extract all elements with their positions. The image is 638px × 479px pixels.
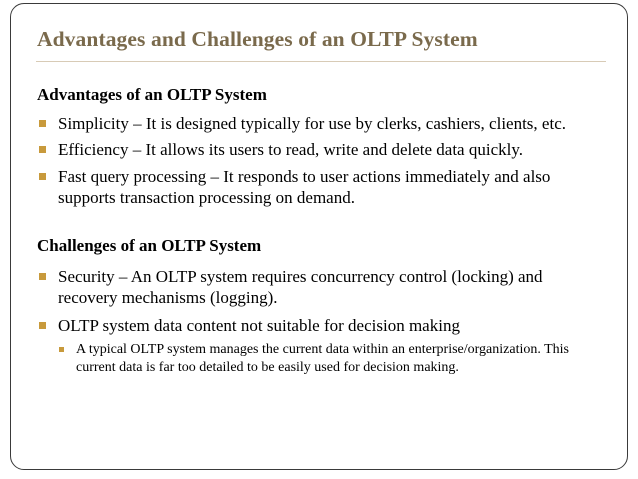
- advantage-item-fast-query: [39, 166, 603, 208]
- challenge-text: Security – An OLTP system requires concurrency control (locking) and recovery mechanisms (logging).: [58, 267, 543, 307]
- challenge-sub-text: A typical OLTP system manages the current data within an enterprise/organization. This current data is far too detailed to be easily used for decision making.: [76, 342, 569, 375]
- bullet-icon: [39, 146, 46, 153]
- title-divider: [36, 61, 606, 62]
- challenge-item-decision: [39, 315, 618, 336]
- challenge-sub-item: [57, 341, 598, 377]
- bullet-icon: [39, 173, 46, 180]
- bullet-icon: [39, 273, 46, 280]
- challenge-item-security: [39, 266, 588, 308]
- bullet-icon: [39, 322, 46, 329]
- advantages-heading: Advantages of an OLTP System: [37, 85, 267, 104]
- advantage-text: Fast query processing – It responds to user actions immediately and also supports transaction processing on demand.: [58, 167, 551, 207]
- advantage-item-simplicity: [39, 113, 618, 134]
- advantage-text: Efficiency – It allows its users to read, write and delete data quickly.: [58, 140, 523, 159]
- slide-title: Advantages and Challenges of an OLTP System: [37, 27, 478, 51]
- bullet-icon: [59, 347, 64, 352]
- challenge-text: OLTP system data content not suitable for decision making: [58, 316, 460, 335]
- advantage-item-efficiency: [39, 139, 618, 160]
- advantage-text: Simplicity – It is designed typically for use by clerks, cashiers, clients, etc.: [58, 114, 566, 133]
- bullet-icon: [39, 120, 46, 127]
- challenges-heading: Challenges of an OLTP System: [37, 236, 262, 255]
